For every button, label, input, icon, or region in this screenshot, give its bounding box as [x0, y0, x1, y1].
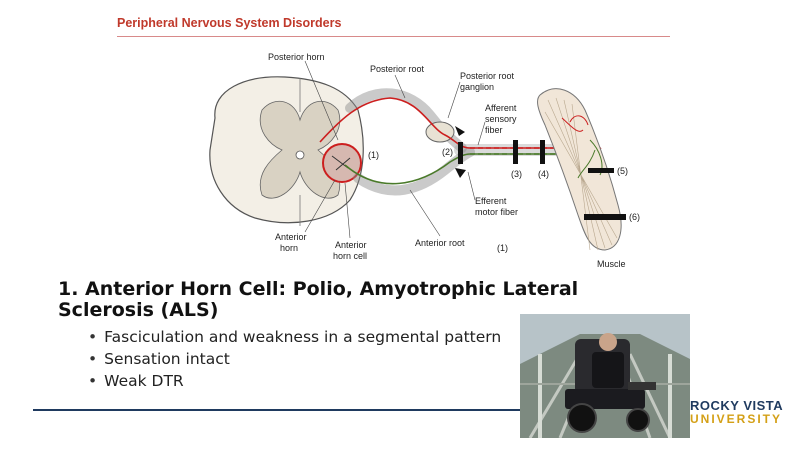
university-logo-line1: ROCKY VISTA	[690, 398, 784, 413]
lesion-bar-6	[584, 214, 626, 220]
university-logo-line2: UNIVERSITY	[690, 412, 783, 426]
bullet-item: • Sensation intact	[88, 348, 501, 370]
label-anterior-horn-cell-2: horn cell	[333, 251, 368, 261]
label-afferent-2: sensory	[485, 114, 517, 124]
label-posterior-root: Posterior root	[370, 64, 425, 74]
label-ganglion-2: ganglion	[460, 82, 495, 92]
label-efferent-2: motor fiber	[475, 207, 519, 217]
lesion-bar-4	[540, 140, 545, 164]
label-afferent-1: Afferent	[485, 103, 517, 113]
label-afferent-3: fiber	[485, 125, 503, 135]
lesion-bar-3	[513, 140, 518, 164]
wheelchair-photo	[520, 314, 690, 438]
label-site-2: (2)	[442, 147, 453, 157]
afferent-arrow	[455, 126, 465, 136]
label-site-1-bottom: (1)	[497, 243, 508, 253]
slide-heading: 1. Anterior Horn Cell: Polio, Amyotrophic Lateral Sclerosis (ALS)	[58, 278, 579, 321]
bullet-item: • Fasciculation and weakness in a segmental pattern	[88, 326, 501, 348]
lesion-bar-5	[588, 168, 614, 173]
wheel-icon	[568, 404, 596, 432]
label-anterior-root: Anterior root	[415, 238, 465, 248]
label-site-5: (5)	[617, 166, 628, 176]
bullet-list	[88, 326, 501, 392]
lesion-bar-2	[458, 142, 463, 164]
label-site-3: (3)	[511, 169, 522, 179]
label-anterior-horn-1: Anterior	[275, 232, 307, 242]
label-ganglion-1: Posterior root	[460, 71, 515, 81]
label-anterior-horn-cell-1: Anterior	[335, 240, 367, 250]
label-muscle: Muscle	[597, 259, 626, 269]
bullet-item: • Weak DTR	[88, 370, 501, 392]
label-efferent-1: Efferent	[475, 196, 507, 206]
figure-title: Peripheral Nervous System Disorders	[117, 16, 342, 30]
label-anterior-horn-2: horn	[280, 243, 299, 253]
label-posterior-horn: Posterior horn	[268, 52, 325, 62]
efferent-arrow	[455, 168, 466, 178]
label-site-1: (1)	[368, 150, 379, 160]
label-site-4: (4)	[538, 169, 549, 179]
label-site-6: (6)	[629, 212, 640, 222]
